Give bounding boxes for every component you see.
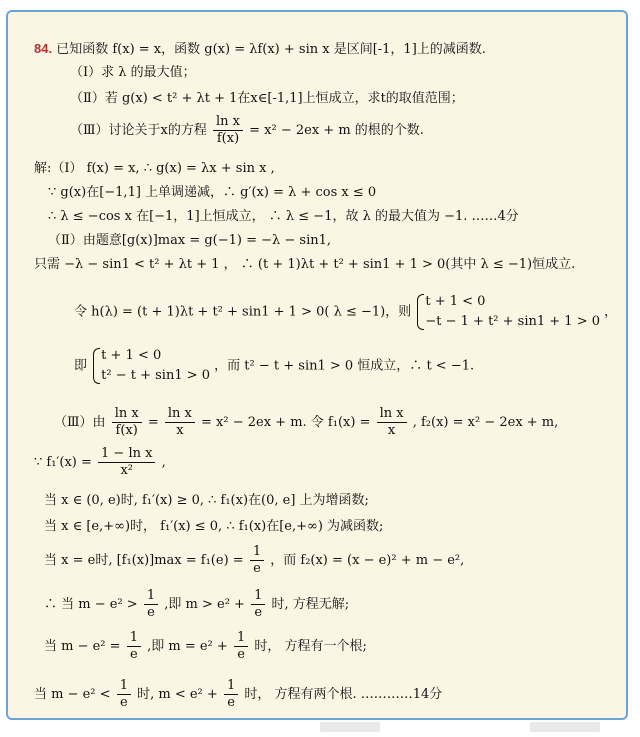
fraction-numerator: 1 bbox=[224, 678, 238, 695]
watermark-smudge bbox=[320, 722, 380, 732]
step9-prefix: ∵ f₁′(x) = bbox=[34, 455, 92, 470]
solution-step-9 bbox=[34, 446, 166, 479]
fraction-numerator: 1 bbox=[127, 630, 141, 647]
solution-step-4: （Ⅱ）由题意[g(x)]max = g(−1) = −λ − sin1, bbox=[48, 233, 332, 248]
step12-suffix: ，而 f₂(x) = (x − e)² + m − e², bbox=[270, 553, 465, 568]
solution-step-10: 当 x ∈ (0, e)时, f₁′(x) ≥ 0, ∴ f₁(x)在(0, e] 上为增函数; bbox=[44, 493, 369, 508]
fraction bbox=[250, 544, 264, 577]
fraction-denominator: e bbox=[254, 605, 263, 620]
solution-step-3: ∴ λ ≤ −cos x 在[−1，1]上恒成立， ∴ λ ≤ −1，故 λ 的最大值为 −1. ……4分 bbox=[48, 209, 519, 224]
part3-fraction bbox=[213, 114, 243, 147]
watermark-smudge bbox=[530, 722, 600, 732]
solution-step-5: 只需 −λ − sin1 < t² + λt + 1 ， ∴ (t + 1)λt + t² + sin1 + 1 > 0(其中 λ ≤ −1)恒成立. bbox=[34, 257, 576, 272]
fraction-denominator: e bbox=[227, 695, 235, 710]
fraction bbox=[251, 588, 265, 621]
fraction bbox=[234, 630, 248, 663]
system-row: −t − 1 + t² + sin1 + 1 > 0 bbox=[425, 314, 600, 329]
inequality-system bbox=[91, 346, 210, 386]
step7-prefix: 即 bbox=[74, 358, 88, 374]
problem-part1: （Ⅰ）求 λ 的最大值； bbox=[70, 65, 196, 80]
step6-suffix: ， bbox=[604, 304, 618, 320]
fraction-numerator: ln x bbox=[213, 114, 243, 131]
step7-suffix: ，而 t² − t + sin1 > 0 恒成立，∴ t < −1. bbox=[214, 358, 475, 374]
step15-mid: 时, m < e² + bbox=[137, 687, 218, 702]
part3-prefix: （Ⅲ）讨论关于x的方程 bbox=[70, 123, 207, 138]
problem-number: 84. bbox=[34, 41, 53, 56]
part3-suffix: = x² − 2ex + m 的根的个数. bbox=[249, 123, 424, 138]
system-row: t + 1 < 0 bbox=[101, 348, 162, 363]
fraction bbox=[117, 678, 131, 711]
step14-mid: ,即 m = e² + bbox=[147, 639, 228, 654]
fraction-numerator: 1 bbox=[117, 678, 131, 695]
step13-prefix: ∴ 当 m − e² > bbox=[44, 597, 138, 612]
solution-step-8 bbox=[54, 406, 558, 439]
fraction-numerator: ln x bbox=[112, 406, 142, 423]
fraction-denominator: e bbox=[253, 561, 261, 576]
solution-step-11: 当 x ∈ [e,+∞)时， f₁′(x) ≤ 0, ∴ f₁(x)在[e,+∞) 为减函数; bbox=[44, 519, 384, 534]
system-row: t² − t + sin1 > 0 bbox=[101, 368, 211, 383]
fraction-denominator: x² bbox=[120, 463, 134, 478]
problem-part3 bbox=[70, 114, 424, 147]
solution-step-6 bbox=[74, 292, 617, 332]
fraction bbox=[377, 406, 407, 439]
solution-step-12 bbox=[44, 544, 464, 577]
fraction-numerator: 1 bbox=[250, 544, 264, 561]
step9-suffix: , bbox=[161, 455, 166, 470]
problem-stem: 已知函数 f(x) = x，函数 g(x) = λf(x) + sin x 是区间[-1，1]上的减函数. bbox=[56, 42, 486, 57]
solution-step-15 bbox=[34, 678, 442, 711]
fraction-denominator: e bbox=[237, 647, 245, 662]
fraction-denominator: x bbox=[387, 423, 396, 438]
step8-prefix: （Ⅲ）由 bbox=[54, 415, 106, 430]
step6-prefix: 令 h(λ) = (t + 1)λt + t² + sin1 + 1 > 0( λ ≤ −1)，则 bbox=[74, 304, 412, 320]
fraction-denominator: e bbox=[129, 647, 138, 662]
step14-suffix: 时， 方程有一个根; bbox=[254, 639, 367, 654]
inequality-system bbox=[415, 292, 600, 332]
fraction-numerator: 1 bbox=[234, 630, 248, 647]
fraction-denominator: f(x) bbox=[115, 423, 138, 438]
solution-step-13 bbox=[44, 588, 349, 621]
fraction-denominator: e bbox=[119, 695, 128, 710]
solution-sheet bbox=[6, 10, 628, 720]
equals-sign: = bbox=[147, 415, 159, 430]
step8-suffix: , f₂(x) = x² − 2ex + m, bbox=[412, 415, 559, 430]
fraction bbox=[165, 406, 195, 439]
fraction bbox=[144, 588, 158, 621]
fraction-denominator: x bbox=[176, 423, 184, 438]
solution-step-2: ∵ g(x)在[−1,1] 上单调递减，∴ g′(x) = λ + cos x ≤ 0 bbox=[48, 185, 377, 200]
step8-mid: = x² − 2ex + m. 令 f₁(x) = bbox=[201, 415, 371, 430]
fraction bbox=[224, 678, 238, 711]
problem-stem-line bbox=[34, 40, 486, 59]
fraction-numerator: 1 bbox=[251, 588, 265, 605]
fraction-numerator: 1 − ln x bbox=[98, 446, 155, 463]
fraction-denominator: f(x) bbox=[216, 131, 240, 146]
step15-suffix: 时， 方程有两个根. …………14分 bbox=[244, 687, 443, 702]
fraction bbox=[98, 446, 155, 479]
problem-part2: （Ⅱ）若 g(x) < t² + λt + 1在x∈[-1,1]上恒成立，求t的取值范围； bbox=[70, 91, 464, 106]
fraction bbox=[127, 630, 141, 663]
solution-step-7 bbox=[74, 346, 474, 386]
system-row: t + 1 < 0 bbox=[425, 294, 486, 309]
solution-step-14 bbox=[44, 630, 367, 663]
step15-prefix: 当 m − e² < bbox=[34, 687, 111, 702]
step14-prefix: 当 m − e² = bbox=[44, 639, 121, 654]
step12-prefix: 当 x = e时, [f₁(x)]max = f₁(e) = bbox=[44, 553, 244, 568]
fraction-numerator: ln x bbox=[165, 406, 195, 423]
step13-suffix: 时, 方程无解; bbox=[271, 597, 350, 612]
step13-mid: ,即 m > e² + bbox=[164, 597, 245, 612]
solution-step-1: 解:（Ⅰ） f(x) = x, ∴ g(x) = λx + sin x , bbox=[34, 161, 275, 176]
fraction-numerator: ln x bbox=[377, 406, 407, 423]
fraction-denominator: e bbox=[147, 605, 155, 620]
fraction-numerator: 1 bbox=[144, 588, 158, 605]
fraction bbox=[112, 406, 142, 439]
